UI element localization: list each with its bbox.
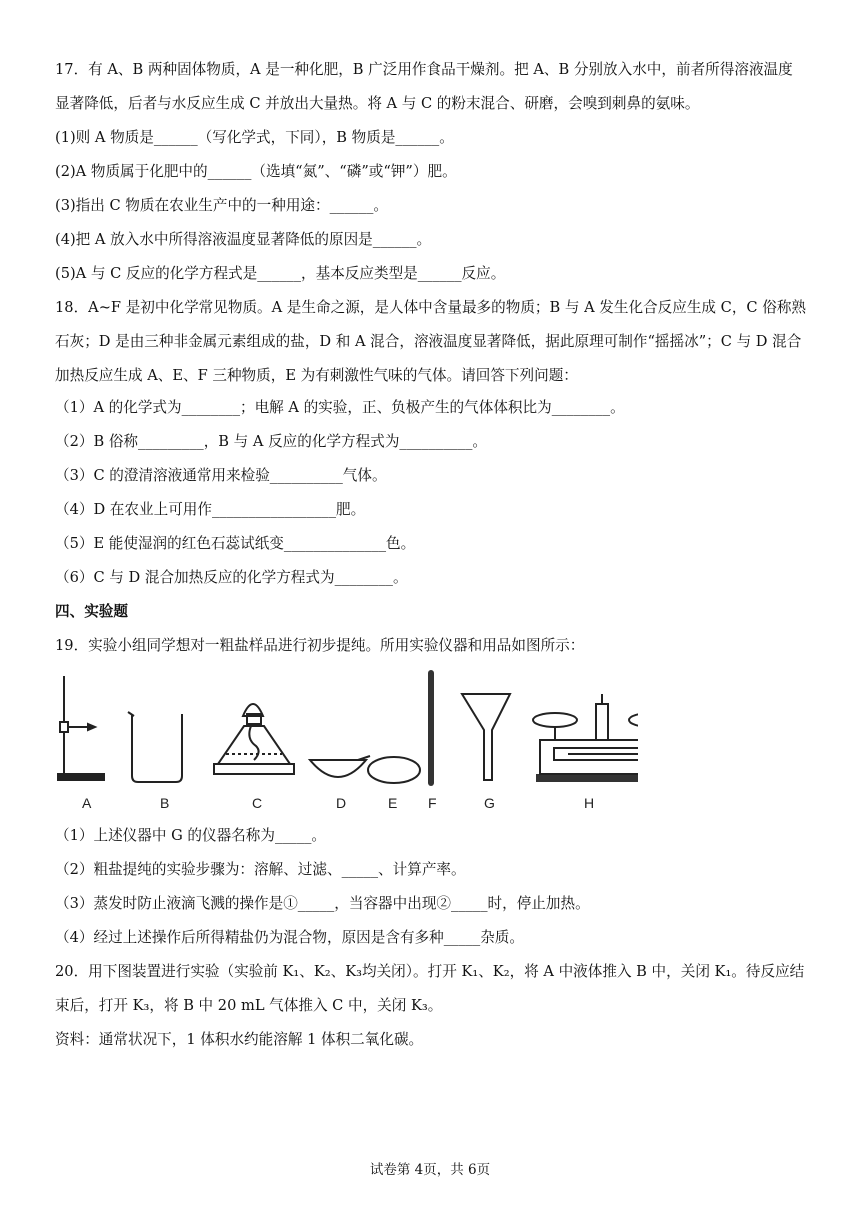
line-q20-2: 束后，打开 K₃，将 B 中 20 mL 气体推入 C 中，关闭 K₃。: [55, 997, 443, 1014]
line-q18-part6: （6）C 与 D 混合加热反应的化学方程式为________。: [55, 569, 408, 586]
figure-label-b: B: [160, 795, 170, 811]
line-q19-part4: （4）经过上述操作后所得精盐仍为混合物，原因是含有多种_____杂质。: [55, 929, 524, 946]
line-q19-part1: （1）上述仪器中 G 的仪器名称为_____。: [55, 827, 327, 844]
line-q17-1: 17．有 A、B 两种固体物质，A 是一种化肥，B 广泛用作食品干燥剂。把 A、B 分别放入水中，前者所得溶液温度: [55, 61, 793, 78]
line-q19-part3: （3）蒸发时防止液滴飞溅的操作是①_____，当容器中出现②_____时，停止加热。: [55, 895, 590, 912]
figure-label-g: G: [484, 795, 495, 811]
watch-glass-icon: [368, 757, 420, 783]
apparatus-drawing: [48, 664, 638, 794]
evaporating-dish-icon: [310, 756, 370, 777]
line-q18-1: 18．A~F 是初中化学常见物质。A 是生命之源，是人体中含量最多的物质；B 与 A 发生化合反应生成 C，C 俗称熟: [55, 299, 807, 316]
line-q19-1: 19．实验小组同学想对一粗盐样品进行初步提纯。所用实验仪器和用品如图所示：: [55, 637, 585, 654]
line-q18-3: 加热反应生成 A、E、F 三种物质，E 为有刺激性气味的气体。请回答下列问题：: [55, 367, 578, 384]
figure-label-h: H: [584, 795, 595, 811]
line-q17-part5: (5)A 与 C 反应的化学方程式是______，基本反应类型是______反应。: [55, 265, 506, 282]
line-q17-2: 显著降低，后者与水反应生成 C 并放出大量热。将 A 与 C 的粉末混合、研磨，会嗅到刺鼻的氨味。: [55, 95, 700, 112]
figure-label-d: D: [336, 795, 347, 811]
line-q19-part2: （2）粗盐提纯的实验步骤为：溶解、过滤、_____、计算产率。: [55, 861, 466, 878]
line-q18-part3: （3）C 的澄清溶液通常用来检验__________气体。: [55, 467, 387, 484]
glass-rod-icon: [428, 670, 434, 786]
apparatus-figure: [48, 664, 638, 816]
alcohol-lamp-icon: [214, 704, 294, 774]
figure-label-a: A: [82, 795, 92, 811]
figure-label-f: F: [428, 795, 437, 811]
line-q17-part2: (2)A 物质属于化肥中的______（选填“氮”、“磷”或“钾”）肥。: [55, 163, 457, 180]
line-q17-part3: (3)指出 C 物质在农业生产中的一种用途：______。: [55, 197, 388, 214]
line-q20-3: 资料：通常状况下，1 体积水约能溶解 1 体积二氧化碳。: [55, 1031, 424, 1048]
line-q18-part5: （5）E 能使湿润的红色石蕊试纸变______________色。: [55, 535, 416, 552]
line-q17-part1: (1)则 A 物质是______（写化学式，下同），B 物质是______。: [55, 129, 454, 146]
figure-label-c: C: [252, 795, 263, 811]
line-q18-2: 石灰；D 是由三种非金属元素组成的盐，D 和 A 混合，溶液温度显著降低，据此原理可制作“摇摇冰”；C 与 D 混合: [55, 333, 802, 350]
balance-scale-icon: [533, 694, 638, 782]
line-q18-part4: （4）D 在农业上可用作_________________肥。: [55, 501, 366, 518]
page-footer: 试卷第 4页，共 6页: [369, 1162, 491, 1178]
iron-stand-icon: [58, 676, 104, 780]
funnel-icon: [462, 694, 510, 780]
line-q18-part1: （1）A 的化学式为________；电解 A 的实验，正、负极产生的气体体积比为________。: [55, 399, 625, 416]
line-q20-1: 20．用下图装置进行实验（实验前 K₁、K₂、K₃均关闭）。打开 K₁、K₂，将 A 中液体推入 B 中，关闭 K₁。待反应结: [55, 963, 805, 980]
line-q17-part4: (4)把 A 放入水中所得溶液温度显著降低的原因是______。: [55, 231, 432, 248]
figure-label-e: E: [388, 795, 398, 811]
line-q18-part2: （2）B 俗称_________，B 与 A 反应的化学方程式为__________。: [55, 433, 487, 450]
beaker-icon: [128, 712, 182, 782]
section-heading-experiment: 四、实验题: [55, 603, 128, 620]
